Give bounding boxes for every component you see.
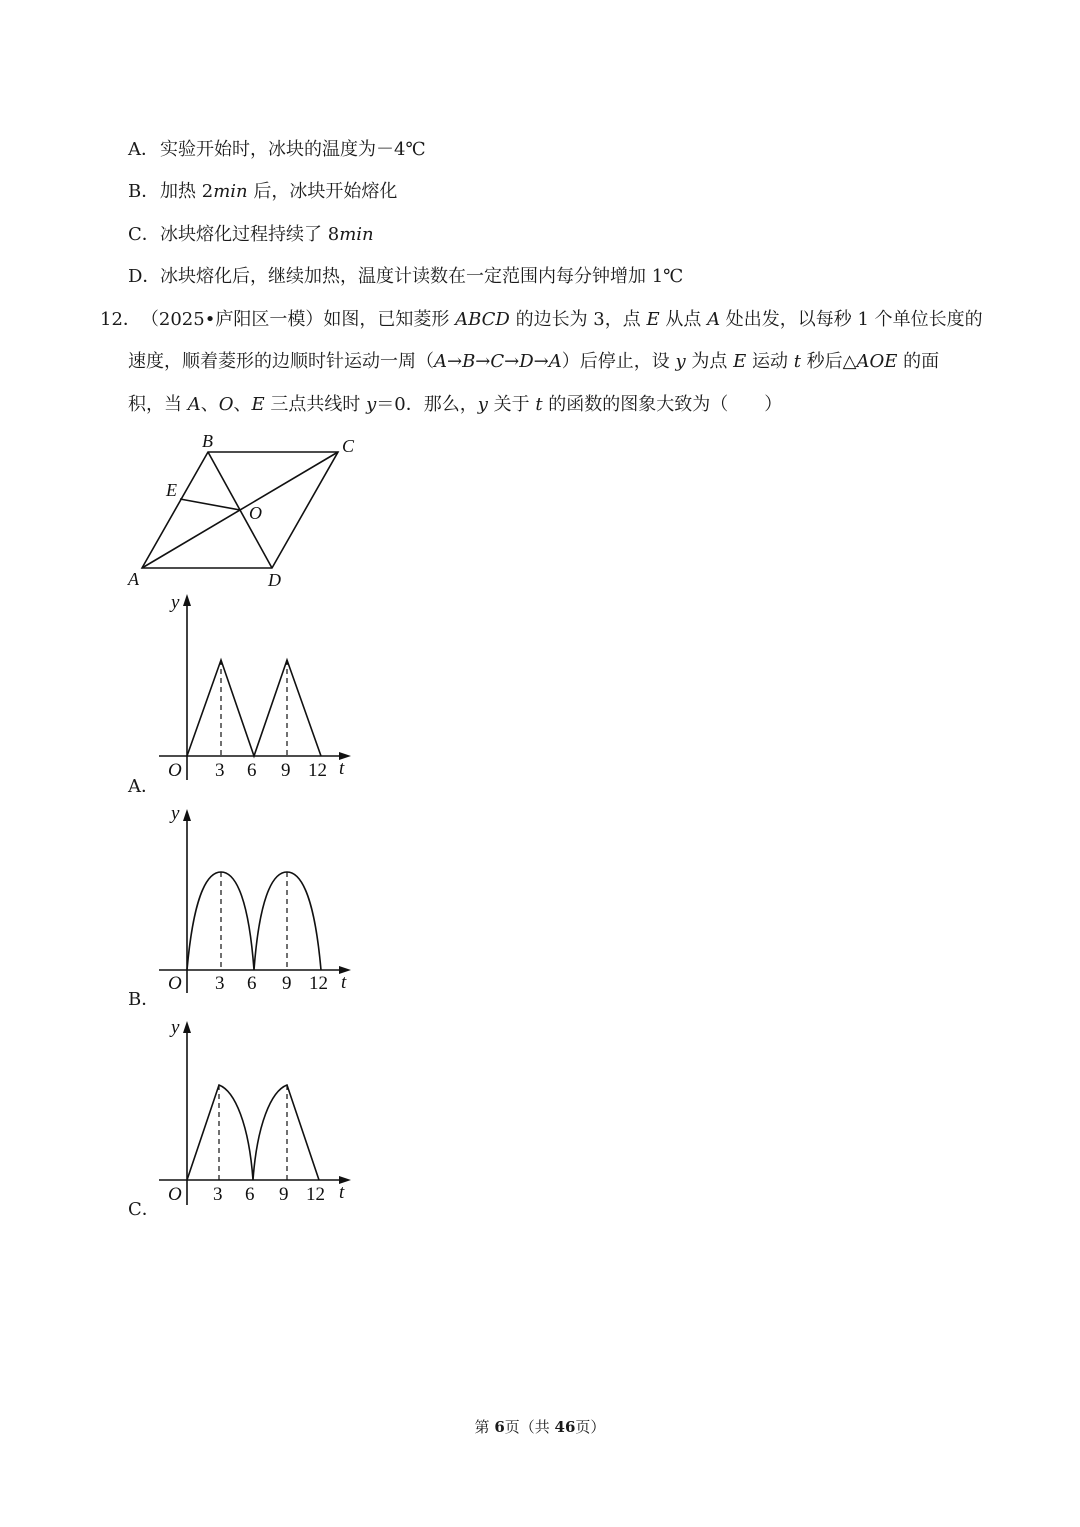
tick-9: 9 [281, 760, 291, 781]
tick-12: 12 [306, 1184, 325, 1205]
graph-c [155, 1015, 365, 1210]
option-c: C．冰块熔化过程持续了 8min [128, 224, 374, 245]
label-o: O [249, 503, 262, 523]
label-e: E [166, 480, 177, 500]
question-line-2: 速度，顺着菱形的边顺时针运动一周（A→B→C→D→A）后停止，设 y 为点 E 运动 t 秒后△AOE 的面 [128, 351, 940, 372]
question-line-1: 12．（2025•庐阳区一模）如图，已知菱形 ABCD 的边长为 3，点 E 从点 A 处出发，以每秒 1 个单位长度的 [100, 309, 983, 330]
page-footer: 第 6页（共 46页） [474, 1418, 606, 1436]
segment-eo [180, 499, 240, 510]
total-pages: 46 [554, 1418, 576, 1436]
tick-3: 3 [215, 760, 225, 781]
tick-9: 9 [282, 973, 292, 994]
y-label: y [171, 592, 180, 613]
y-label: y [171, 1017, 180, 1038]
tick-6: 6 [245, 1184, 255, 1205]
curve-a [187, 660, 321, 756]
tick-6: 6 [247, 973, 257, 994]
t-label: t [341, 972, 347, 993]
t-label: t [339, 758, 345, 779]
origin-label: O [168, 1184, 182, 1205]
rhombus-figure [120, 425, 370, 595]
label-c: C [342, 436, 355, 456]
tick-3: 3 [215, 973, 225, 994]
option-d: D．冰块熔化后，继续加热，温度计读数在一定范围内每分钟增加 1℃ [128, 266, 684, 287]
label-a: A [128, 569, 139, 589]
graph-a [155, 590, 365, 785]
label-b: B [202, 431, 213, 451]
question-line-3: 积，当 A、O、E 三点共线时 y＝0．那么，y 关于 t 的函数的图象大致为（ ） [128, 394, 783, 415]
tick-9: 9 [279, 1184, 289, 1205]
page-number: 6 [494, 1418, 505, 1436]
curve-b [187, 872, 321, 970]
option-a: A．实验开始时，冰块的温度为－4℃ [128, 139, 426, 160]
question-source: （2025•庐阳区一模） [140, 309, 324, 330]
option-b: B．加热 2min 后，冰块开始熔化 [128, 181, 398, 202]
tick-12: 12 [308, 760, 327, 781]
label-d: D [268, 570, 281, 590]
question-number: 12． [100, 309, 141, 330]
origin-label: O [168, 760, 182, 781]
tick-6: 6 [247, 760, 257, 781]
tick-12: 12 [309, 973, 328, 994]
y-label: y [171, 803, 180, 824]
t-label: t [339, 1182, 345, 1203]
graph-b-label: B． [128, 989, 160, 1010]
graph-a-label: A． [128, 776, 159, 797]
curve-c [187, 1085, 319, 1180]
origin-label: O [168, 973, 182, 994]
tick-3: 3 [213, 1184, 223, 1205]
graph-b [155, 803, 365, 998]
graph-c-label: C． [128, 1199, 160, 1220]
